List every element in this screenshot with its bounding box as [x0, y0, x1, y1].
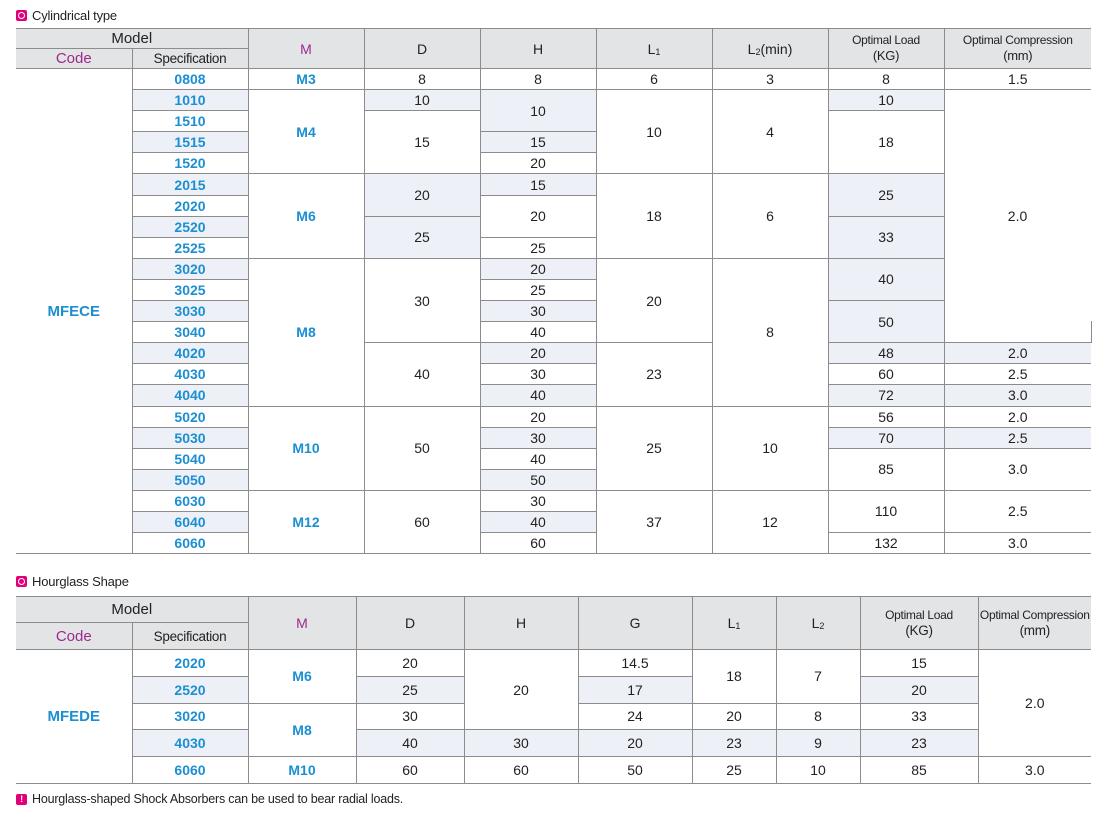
compression-cell: 3.0 — [944, 533, 1091, 554]
h-cell: 30 — [480, 427, 596, 448]
l2-cell: 10 — [712, 406, 828, 490]
m-cell: M6 — [248, 174, 364, 258]
header-l2: $L_2$ — [776, 597, 860, 650]
d-cell: 60 — [364, 490, 480, 553]
header-l1: $L_1$ — [692, 597, 776, 650]
spec-cell: 5040 — [132, 448, 248, 469]
spec-cell: 2020 — [132, 650, 248, 677]
h-cell: 20 — [480, 153, 596, 174]
compression-cell: 2.0 — [944, 90, 1091, 343]
load-cell: 85 — [828, 448, 944, 490]
h-cell: 20 — [464, 650, 578, 730]
d-cell: 25 — [356, 676, 464, 703]
spec-cell: 6030 — [132, 490, 248, 511]
h-cell: 20 — [480, 258, 596, 279]
m-cell: M8 — [248, 258, 364, 406]
load-cell: 110 — [828, 490, 944, 532]
l2-cell: 9 — [776, 730, 860, 757]
warning-icon — [16, 794, 27, 805]
compression-cell: 3.0 — [944, 385, 1091, 406]
l1-cell: 20 — [596, 258, 712, 342]
spec-cell: 3020 — [132, 703, 248, 730]
compression-cell: 2.5 — [944, 364, 1091, 385]
m-cell: M3 — [248, 69, 364, 90]
spec-cell: 4030 — [132, 364, 248, 385]
header-optimal-compression: Optimal Compression (mm) — [978, 597, 1091, 650]
h-cell: 15 — [480, 132, 596, 153]
header-model: Model — [16, 597, 248, 623]
m-cell: M10 — [248, 406, 364, 490]
compression-cell: 2.0 — [944, 343, 1091, 364]
l2-cell: 4 — [712, 90, 828, 174]
l1-cell: 37 — [596, 490, 712, 553]
load-cell: 20 — [860, 676, 978, 703]
h-cell: 50 — [480, 469, 596, 490]
spec-cell: 5030 — [132, 427, 248, 448]
model-code: MFEDE — [16, 650, 132, 784]
load-cell: 132 — [828, 533, 944, 554]
load-cell: 15 — [860, 650, 978, 677]
h-cell: 25 — [480, 279, 596, 300]
d-cell: 60 — [356, 757, 464, 784]
header-l2: $L_2(\min)$ — [712, 29, 828, 69]
spec-cell: 2525 — [132, 237, 248, 258]
compression-cell: 3.0 — [944, 448, 1091, 490]
d-cell: 30 — [364, 258, 480, 342]
l1-cell: 20 — [692, 703, 776, 730]
h-cell: 30 — [480, 490, 596, 511]
spec-cell: 1510 — [132, 111, 248, 132]
h-cell: 30 — [480, 301, 596, 322]
load-cell: 60 — [828, 364, 944, 385]
header-optimal-load: Optimal Load (KG) — [828, 29, 944, 69]
l1-cell: 6 — [596, 69, 712, 90]
l1-cell: 18 — [596, 174, 712, 258]
l2-cell: 8 — [712, 258, 828, 406]
m-cell: M8 — [248, 703, 356, 757]
header-l1: $L_1$ — [596, 29, 712, 69]
load-cell: 48 — [828, 343, 944, 364]
d-cell: 30 — [356, 703, 464, 730]
spec-cell: 2520 — [132, 676, 248, 703]
header-specification: Specification — [132, 49, 248, 69]
spec-cell: 4040 — [132, 385, 248, 406]
header-optimal-load: Optimal Load (KG) — [860, 597, 978, 650]
load-cell: 40 — [828, 258, 944, 300]
header-d: D — [356, 597, 464, 650]
footnote: ! Hourglass-shaped Shock Absorbers can be used to bear radial loads. — [16, 792, 403, 806]
g-cell: 24 — [578, 703, 692, 730]
h-cell: 8 — [480, 69, 596, 90]
header-code: Code — [16, 623, 132, 650]
load-cell: 70 — [828, 427, 944, 448]
header-g: G — [578, 597, 692, 650]
h-cell: 25 — [480, 237, 596, 258]
cylindrical-spec-table — [16, 28, 1091, 554]
header-m: M — [248, 597, 356, 650]
m-cell: M4 — [248, 90, 364, 174]
compression-cell: 2.0 — [978, 650, 1091, 757]
spec-cell: 6060 — [132, 757, 248, 784]
load-cell: 25 — [828, 174, 944, 216]
header-h: H — [480, 29, 596, 69]
l1-cell: 23 — [596, 343, 712, 406]
l1-cell: 25 — [596, 406, 712, 490]
model-code: MFECE — [16, 69, 132, 554]
l1-cell: 18 — [692, 650, 776, 704]
m-cell: M10 — [248, 757, 356, 784]
spec-cell: 3040 — [132, 322, 248, 343]
h-cell: 30 — [480, 364, 596, 385]
l1-cell: 25 — [692, 757, 776, 784]
d-cell: 40 — [356, 730, 464, 757]
h-cell: 30 — [464, 730, 578, 757]
l2-cell: 10 — [776, 757, 860, 784]
l1-cell: 23 — [692, 730, 776, 757]
spec-cell: 1520 — [132, 153, 248, 174]
h-cell: 20 — [480, 195, 596, 237]
h-cell: 10 — [480, 90, 596, 132]
header-d: D — [364, 29, 480, 69]
g-cell: 50 — [578, 757, 692, 784]
header-code: Code — [16, 49, 132, 69]
l2-cell: 12 — [712, 490, 828, 553]
load-cell: 23 — [860, 730, 978, 757]
load-cell: 56 — [828, 406, 944, 427]
l2-cell: 7 — [776, 650, 860, 704]
section-title-cylindrical: Cylindrical type — [16, 7, 117, 23]
header-specification: Specification — [132, 623, 248, 650]
hourglass-spec-table — [16, 596, 1091, 784]
h-cell: 15 — [480, 174, 596, 195]
section-title-hourglass: Hourglass Shape — [16, 573, 129, 589]
spec-cell: 3025 — [132, 279, 248, 300]
load-cell: 50 — [828, 301, 944, 343]
header-h: H — [464, 597, 578, 650]
spec-cell: 3030 — [132, 301, 248, 322]
spec-cell: 2015 — [132, 174, 248, 195]
l2-cell: 8 — [776, 703, 860, 730]
g-cell: 20 — [578, 730, 692, 757]
header-m: M — [248, 29, 364, 69]
spec-cell: 1515 — [132, 132, 248, 153]
load-cell: 72 — [828, 385, 944, 406]
d-cell: 15 — [364, 111, 480, 174]
h-cell: 20 — [480, 343, 596, 364]
load-cell: 33 — [860, 703, 978, 730]
spec-cell: 6040 — [132, 511, 248, 532]
h-cell: 40 — [480, 448, 596, 469]
spec-cell: 4020 — [132, 343, 248, 364]
g-cell: 17 — [578, 676, 692, 703]
spec-cell: 5020 — [132, 406, 248, 427]
compression-cell: 3.0 — [978, 757, 1091, 784]
h-cell: 60 — [464, 757, 578, 784]
l1-cell: 10 — [596, 90, 712, 174]
load-cell: 33 — [828, 216, 944, 258]
header-model: Model — [16, 29, 248, 49]
compression-cell: 1.5 — [944, 69, 1091, 90]
spec-cell: 2520 — [132, 216, 248, 237]
spec-cell: 5050 — [132, 469, 248, 490]
spec-cell: 2020 — [132, 195, 248, 216]
g-cell: 14.5 — [578, 650, 692, 677]
l2-cell: 3 — [712, 69, 828, 90]
section-bullet-icon — [16, 576, 27, 587]
section-bullet-icon — [16, 10, 27, 21]
h-cell: 60 — [480, 533, 596, 554]
compression-cell: 2.5 — [944, 490, 1091, 532]
d-cell: 20 — [356, 650, 464, 677]
h-cell: 20 — [480, 406, 596, 427]
m-cell: M6 — [248, 650, 356, 704]
compression-cell: 2.5 — [944, 427, 1091, 448]
d-cell: 20 — [364, 174, 480, 216]
h-cell: 40 — [480, 385, 596, 406]
d-cell: 8 — [364, 69, 480, 90]
h-cell: 40 — [480, 322, 596, 343]
load-cell: 10 — [828, 90, 944, 111]
compression-cell: 2.0 — [944, 406, 1091, 427]
spec-cell: 6060 — [132, 533, 248, 554]
spec-cell: 4030 — [132, 730, 248, 757]
d-cell: 50 — [364, 406, 480, 490]
l2-cell: 6 — [712, 174, 828, 258]
d-cell: 10 — [364, 90, 480, 111]
d-cell: 40 — [364, 343, 480, 406]
m-cell: M12 — [248, 490, 364, 553]
load-cell: 8 — [828, 69, 944, 90]
load-cell: 85 — [860, 757, 978, 784]
load-cell: 18 — [828, 111, 944, 174]
spec-cell: 3020 — [132, 258, 248, 279]
header-optimal-compression: Optimal Compression (mm) — [944, 29, 1091, 69]
d-cell: 25 — [364, 216, 480, 258]
spec-cell: 0808 — [132, 69, 248, 90]
h-cell: 40 — [480, 511, 596, 532]
spec-cell: 1010 — [132, 90, 248, 111]
